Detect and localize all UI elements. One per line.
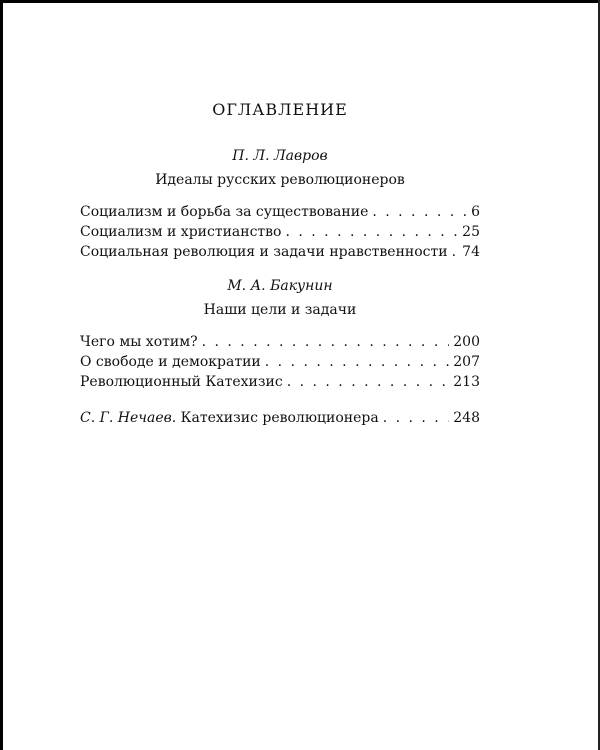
toc-entry[interactable]: [80, 372, 480, 392]
entry-work-title: Катехизис революционера: [180, 410, 379, 426]
toc-entry[interactable]: [80, 242, 480, 262]
toc-entry-title: Революционный Катехизис: [80, 374, 283, 390]
toc-section-lavrov: [80, 146, 480, 262]
toc-entry[interactable]: [80, 222, 480, 242]
toc-entry-nechaev[interactable]: [80, 408, 480, 428]
toc-entry[interactable]: [80, 352, 480, 372]
dot-leader: [372, 202, 467, 222]
dot-leader: [452, 242, 459, 262]
toc-list: [80, 202, 480, 262]
dot-leader: [202, 332, 450, 352]
toc-page-number: 248: [453, 410, 480, 426]
toc-entry-title: Социализм и христианство: [80, 224, 282, 240]
toc-page-number: 207: [453, 354, 480, 370]
scan-edge-top: [0, 0, 600, 3]
toc-page-number: 25: [462, 224, 480, 240]
page-title: ОГЛАВЛЕНИЕ: [212, 100, 348, 119]
spacer: [80, 392, 480, 408]
toc-page-number: 213: [453, 374, 480, 390]
toc-entry-title: Социальная революция и задачи нравственности: [80, 244, 448, 260]
section-author: М. А. Бакунин: [227, 278, 333, 294]
dot-leader: [383, 408, 450, 428]
toc-page-number: 200: [453, 334, 480, 350]
toc-list: [80, 332, 480, 392]
table-of-contents: [80, 100, 480, 428]
toc-entry-title: Социализм и борьба за существование: [80, 204, 369, 220]
toc-entry-title: [80, 408, 379, 428]
toc-entry-title: О свободе и демократии: [80, 354, 261, 370]
toc-entry-title: Чего мы хотим?: [80, 334, 198, 350]
scan-edge-left: [0, 0, 3, 750]
spacer: [80, 262, 480, 276]
section-author: П. Л. Лавров: [232, 148, 328, 164]
toc-entry[interactable]: [80, 332, 480, 352]
section-title: Наши цели и задачи: [203, 302, 357, 318]
entry-author: С. Г. Нечаев.: [80, 410, 177, 426]
toc-entry[interactable]: [80, 202, 480, 222]
toc-page-number: 6: [471, 204, 480, 220]
section-title: Идеалы русских революционеров: [155, 172, 405, 188]
dot-leader: [287, 372, 450, 392]
toc-list: [80, 408, 480, 428]
dot-leader: [285, 222, 458, 242]
toc-page-number: 74: [462, 244, 480, 260]
toc-section-bakunin: [80, 276, 480, 392]
dot-leader: [265, 352, 450, 372]
